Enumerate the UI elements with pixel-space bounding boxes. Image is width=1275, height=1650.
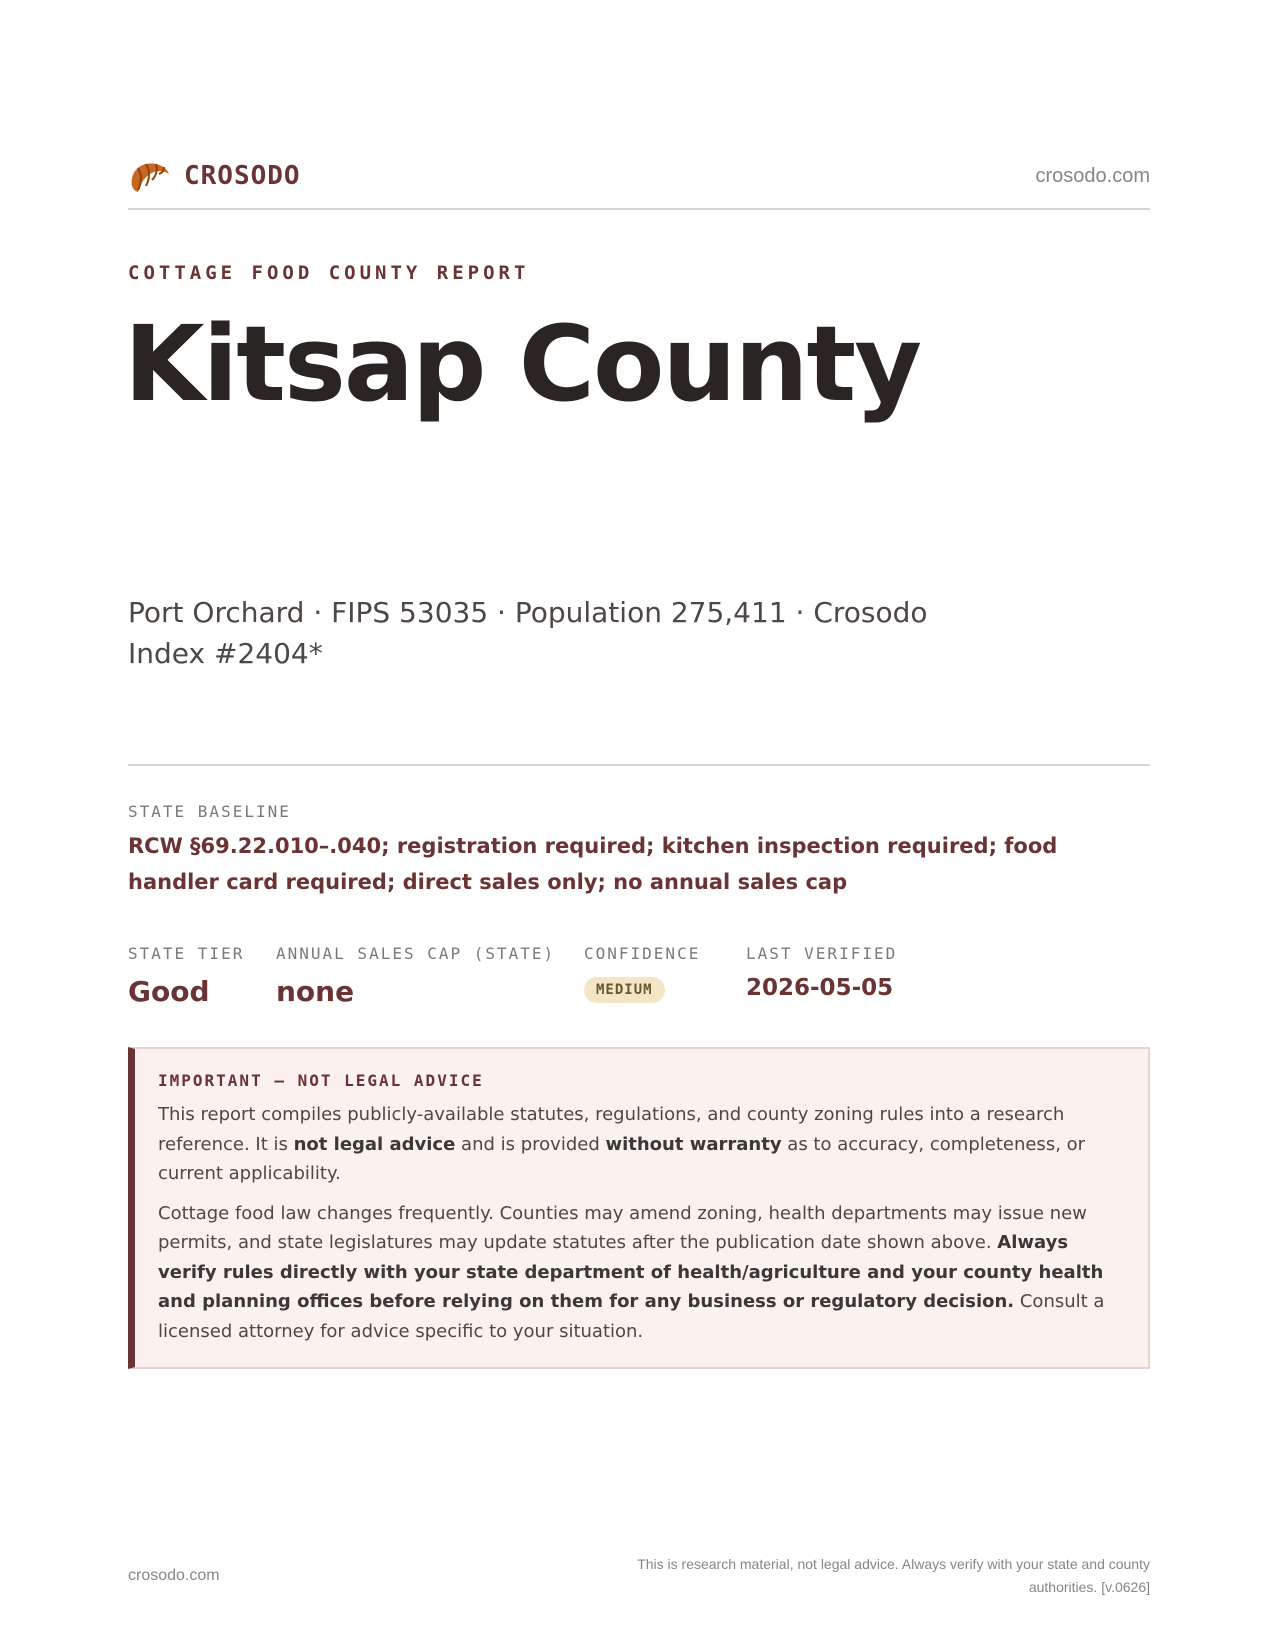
stat-value: Good <box>128 975 210 1008</box>
stat-state-tier <box>128 944 244 1008</box>
notice-text: Cottage food law changes frequently. Counties may amend zoning, health departments may issue new permits, and state legislatures may update statutes after the publication date shown above. <box>158 1202 1087 1253</box>
footer-disclaimer: This is research material, not legal advice. Always verify with your state and county authorities. [v.0626] <box>637 1556 1150 1595</box>
header-site-url[interactable]: crosodo.com <box>1035 164 1150 187</box>
brand-name: CROSODO <box>184 161 301 191</box>
croissant-icon <box>128 156 172 196</box>
page-title: Kitsap County <box>124 303 921 425</box>
footer-site-url[interactable]: crosodo.com <box>128 1567 220 1584</box>
stat-confidence <box>584 944 700 1003</box>
notice-paragraph-2 <box>158 1199 1122 1347</box>
page-header <box>128 158 1150 210</box>
stat-label: STATE TIER <box>128 944 245 963</box>
stat-last-verified <box>746 944 897 1001</box>
stat-value: 2026-05-05 <box>746 975 894 1001</box>
baseline-text: RCW §69.22.010–.040; registration required; kitchen inspection required; food handler card required; direct sales only; no annual sales cap <box>128 834 1058 894</box>
report-subtitle: Port Orchard · FIPS 53035 · Population 275,411 · Crosodo Index #2404* <box>128 596 928 670</box>
notice-text: Consult a licensed attorney for advice specific to your situation. <box>158 1291 1105 1342</box>
notice-text: and is provided <box>455 1133 606 1155</box>
section-divider <box>128 764 1150 766</box>
stats-row <box>128 944 1150 1014</box>
confidence-badge: MEDIUM <box>584 977 665 1003</box>
notice-emphasis: without warranty <box>605 1133 782 1155</box>
notice-emphasis: Always verify rules directly with your state department of health/agriculture and your county health and planning offices before relying on them for any business or regulatory decision. <box>158 1232 1104 1312</box>
baseline-label: STATE BASELINE <box>128 802 291 821</box>
report-page <box>124 0 1150 1650</box>
brand[interactable] <box>128 156 301 196</box>
stat-label: LAST VERIFIED <box>746 944 898 963</box>
stat-value: none <box>276 975 355 1008</box>
notice-text: as to accuracy, completeness, or current applicability. <box>158 1133 1086 1184</box>
notice-paragraph-1 <box>158 1100 1122 1189</box>
notice-title: IMPORTANT — NOT LEGAL ADVICE <box>158 1071 484 1090</box>
stat-label: CONFIDENCE <box>584 944 701 963</box>
stat-sales-cap <box>276 944 555 1008</box>
report-eyebrow: COTTAGE FOOD COUNTY REPORT <box>128 262 530 284</box>
stat-label: ANNUAL SALES CAP (STATE) <box>276 944 556 963</box>
notice-text: This report compiles publicly-available statutes, regulations, and county zoning rules into a research reference. It is <box>158 1104 1065 1155</box>
notice-emphasis: not legal advice <box>293 1133 456 1155</box>
legal-notice <box>128 1047 1150 1369</box>
